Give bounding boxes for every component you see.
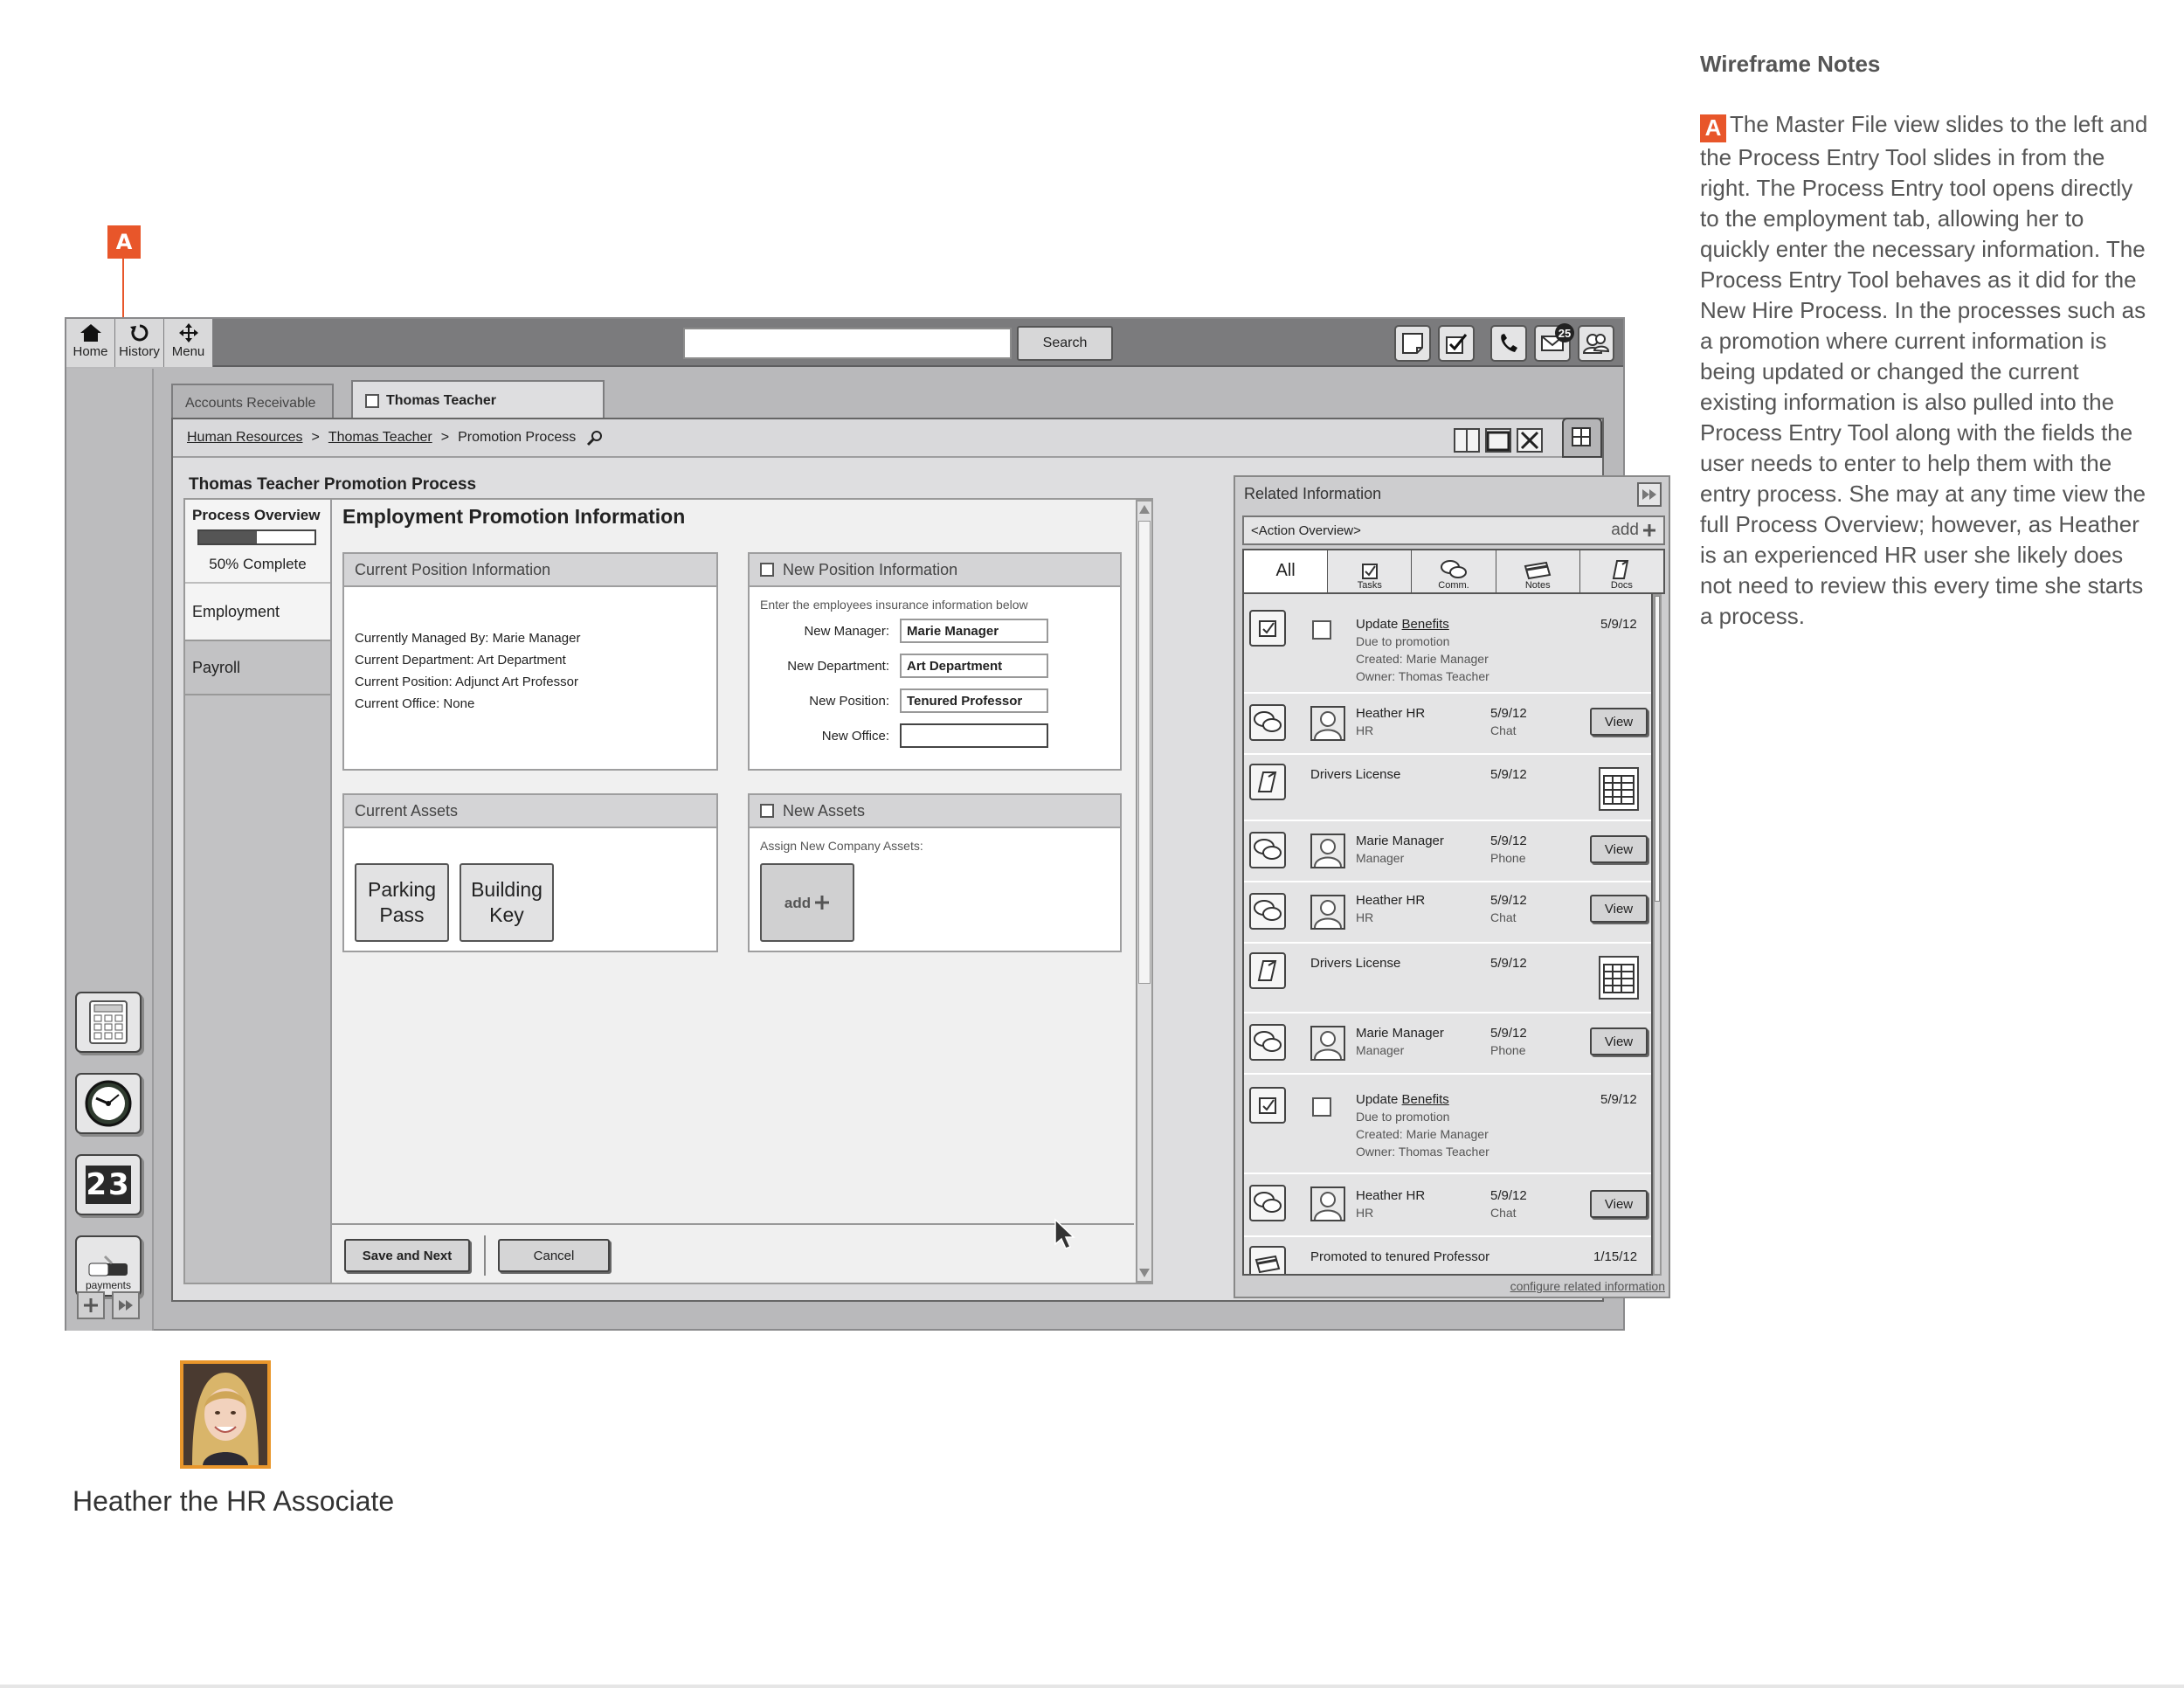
scroll-down-icon[interactable] [1137, 1267, 1151, 1279]
task-checkbox[interactable] [1312, 1097, 1331, 1117]
related-tab-all[interactable] [1244, 550, 1328, 592]
task-title [1356, 617, 1449, 632]
checkbox-icon [1445, 332, 1468, 355]
plus-icon [814, 895, 830, 910]
wireframe-notes-body [1700, 109, 2154, 632]
task-title-link[interactable]: Benefits [1401, 1092, 1449, 1107]
section-header: Current Assets [344, 795, 716, 828]
persona-photo [180, 1360, 271, 1469]
task-icon [1361, 561, 1379, 580]
chat-bubbles-icon [1253, 710, 1282, 735]
new-position-field[interactable]: Tenured Professor [900, 688, 1048, 713]
related-tab-label: Notes [1524, 580, 1551, 591]
document-icon [1256, 770, 1279, 794]
document-icon [1612, 559, 1631, 580]
related-information-header [1235, 477, 1669, 510]
item-date: 5/9/12 [1490, 1026, 1527, 1041]
tab-thomas-teacher[interactable] [351, 380, 605, 420]
home-icon [79, 323, 102, 342]
view-button[interactable]: View [1590, 1190, 1648, 1218]
person-silhouette-icon [1312, 1188, 1344, 1220]
related-item-document[interactable] [1244, 755, 1651, 821]
progress-bar [197, 529, 316, 545]
close-button[interactable] [1517, 428, 1543, 453]
annotation-marker-a: A [107, 225, 141, 259]
breadcrumb-separator: > [440, 430, 450, 445]
configure-related-information-link[interactable]: configure related information [1510, 1279, 1665, 1293]
search-input[interactable] [683, 328, 1012, 359]
current-department: Current Department: Art Department [355, 653, 566, 668]
scrollbar-thumb[interactable] [1138, 521, 1151, 984]
form-footer-divider [332, 1223, 1134, 1225]
add-related-button[interactable] [1611, 521, 1656, 540]
comm-channel: Chat [1490, 910, 1517, 924]
new-manager-label: New Manager: [804, 624, 889, 639]
related-item-note[interactable] [1244, 1237, 1651, 1276]
action-overview-filter: <Action Overview> [1251, 522, 1361, 538]
grid-icon [1564, 419, 1599, 454]
comm-channel: Phone [1490, 851, 1526, 865]
item-date: 5/9/12 [1490, 834, 1527, 848]
doc-title: Drivers License [1310, 767, 1401, 782]
home-label: Home [73, 344, 108, 359]
related-tab-comm[interactable] [1412, 550, 1496, 592]
current-assets-section [342, 793, 718, 952]
comm-item-icon-frame [1249, 1185, 1286, 1221]
section-heading: Employment Promotion Information [342, 505, 686, 528]
avatar [1310, 1186, 1345, 1221]
item-date: 5/9/12 [1490, 706, 1527, 721]
comm-channel: Chat [1490, 1206, 1517, 1220]
related-tab-label: All [1275, 560, 1296, 580]
item-date: 5/9/12 [1490, 893, 1527, 908]
comm-role: HR [1356, 1206, 1374, 1220]
people-icon [1583, 332, 1609, 355]
menu-button[interactable] [164, 319, 213, 367]
avatar [1310, 895, 1345, 930]
fast-forward-icon [1641, 488, 1657, 501]
payments-icon [86, 1255, 131, 1279]
tab-label: Thomas Teacher [386, 393, 496, 408]
task-title [1356, 1092, 1449, 1107]
view-button[interactable]: View [1590, 895, 1648, 923]
new-department-label: New Department: [787, 659, 889, 674]
asset-parking-pass[interactable] [355, 863, 449, 942]
related-item-communication[interactable] [1244, 694, 1651, 755]
left-rail [66, 369, 154, 1331]
comm-role: Manager [1356, 1043, 1405, 1057]
tab-checkbox[interactable] [365, 394, 379, 408]
asset-label-line: Building [471, 878, 543, 901]
new-assets-instruction: Assign New Company Assets: [760, 839, 923, 853]
chat-bubbles-icon [1253, 899, 1282, 924]
phone-button[interactable] [1490, 325, 1527, 362]
collapse-panel-button[interactable] [1637, 482, 1662, 507]
related-scrollbar[interactable] [1653, 594, 1662, 1276]
task-detail: Owner: Thomas Teacher [1356, 1145, 1489, 1159]
new-assets-section [748, 793, 1122, 952]
related-tab-label: Tasks [1357, 580, 1382, 591]
close-icon [1518, 430, 1541, 451]
doc-item-icon-frame [1249, 764, 1286, 800]
asset-building-key[interactable] [460, 863, 554, 942]
current-position-section [342, 552, 718, 771]
process-overview-label: Process Overview [192, 507, 321, 523]
comm-item-icon-frame [1249, 704, 1286, 741]
section-header-label: New Assets [783, 801, 866, 820]
task-checkbox[interactable] [1312, 620, 1331, 640]
note-title: Promoted to tenured Professor [1310, 1249, 1490, 1264]
footer-button-divider [484, 1235, 486, 1276]
sticky-note-icon [1401, 332, 1424, 355]
task-icon [1258, 1096, 1277, 1115]
process-steps-sidebar [185, 500, 332, 1283]
task-title-prefix: Update [1356, 1092, 1402, 1107]
section-header [750, 795, 1120, 828]
cancel-button[interactable]: Cancel [498, 1239, 610, 1272]
phone-icon [1497, 332, 1520, 355]
related-item-document[interactable] [1244, 944, 1651, 1013]
persona-portrait-image [183, 1364, 267, 1465]
view-button[interactable]: View [1590, 1027, 1648, 1055]
item-date: 5/9/12 [1600, 617, 1637, 632]
task-detail: Created: Marie Manager [1356, 1127, 1489, 1141]
note-icon [1524, 561, 1552, 580]
new-position-instruction: Enter the employees insurance information below [760, 598, 1028, 612]
annotation-marker-a: A [1700, 114, 1726, 142]
asset-label-line: Parking [368, 878, 436, 901]
doc-item-icon-frame [1249, 952, 1286, 989]
related-filter-tabs [1242, 549, 1665, 594]
add-widget-button[interactable] [77, 1291, 105, 1319]
home-button[interactable] [66, 319, 115, 367]
related-item-task[interactable] [1244, 1075, 1651, 1174]
person-silhouette-icon [1312, 835, 1344, 867]
new-position-section [748, 552, 1122, 771]
plus-icon [82, 1297, 100, 1314]
related-tab-docs[interactable] [1580, 550, 1663, 592]
scroll-up-icon[interactable] [1137, 503, 1151, 515]
task-title-prefix: Update [1356, 617, 1402, 632]
comm-name: Heather HR [1356, 706, 1426, 721]
history-label: History [119, 344, 160, 359]
note-icon [1254, 1255, 1281, 1274]
maximize-button[interactable] [1485, 428, 1511, 453]
breadcrumb-human-resources[interactable]: Human Resources [187, 430, 303, 445]
related-information-title: Related Information [1244, 484, 1382, 502]
scrollbar-thumb[interactable] [1655, 596, 1660, 902]
new-position-label: New Position: [809, 694, 889, 709]
history-button[interactable] [115, 319, 164, 367]
current-office: Current Office: None [355, 696, 475, 711]
mail-button[interactable] [1534, 325, 1571, 362]
comm-channel: Chat [1490, 723, 1517, 737]
breadcrumb [173, 419, 1602, 458]
spreadsheet-thumbnail[interactable] [1599, 956, 1639, 1000]
breadcrumb-thomas-teacher[interactable]: Thomas Teacher [328, 430, 432, 445]
spreadsheet-thumbnail[interactable] [1599, 767, 1639, 811]
new-office-label: New Office: [821, 729, 889, 744]
task-icon [1258, 619, 1277, 638]
chat-bubbles-icon [1253, 838, 1282, 862]
person-silhouette-icon [1312, 896, 1344, 928]
chat-bubbles-icon [1253, 1191, 1282, 1215]
section-header-label: New Position Information [783, 560, 958, 578]
persona-name: Heather the HR Associate [73, 1485, 395, 1517]
comm-item-icon-frame [1249, 832, 1286, 868]
add-asset-label: add [784, 894, 812, 911]
new-assets-checkbox[interactable] [760, 804, 774, 818]
step-label: Employment [192, 602, 280, 620]
maximize-icon [1487, 430, 1510, 451]
related-tab-notes[interactable] [1496, 550, 1580, 592]
document-icon [1256, 958, 1279, 983]
comm-role: Manager [1356, 851, 1405, 865]
plus-icon [1642, 523, 1656, 537]
breadcrumb-separator: > [311, 430, 320, 445]
chat-bubbles-icon [1440, 559, 1468, 580]
wireframe-notes-title: Wireframe Notes [1700, 51, 1881, 77]
avatar [1310, 706, 1345, 741]
item-date: 5/9/12 [1600, 1092, 1637, 1107]
task-title-link[interactable]: Benefits [1401, 617, 1449, 632]
item-date: 5/9/12 [1490, 1188, 1527, 1203]
item-date: 1/15/12 [1593, 1249, 1638, 1264]
annotation-leader-line [122, 259, 124, 318]
asset-label-line: Pass [379, 903, 425, 926]
calculator-widget[interactable] [75, 992, 142, 1053]
task-detail: Owner: Thomas Teacher [1356, 669, 1489, 683]
current-position-details [355, 627, 580, 715]
comm-name: Marie Manager [1356, 1026, 1444, 1041]
split-view-button[interactable] [1454, 428, 1480, 453]
item-date: 5/9/12 [1490, 767, 1527, 782]
bottom-rule [0, 1685, 2184, 1688]
search-button[interactable]: Search [1017, 326, 1113, 361]
top-toolbar [66, 319, 1623, 367]
related-item-communication[interactable] [1244, 821, 1651, 882]
dashboard-button[interactable] [1562, 418, 1602, 458]
related-item-communication[interactable] [1244, 1174, 1651, 1237]
comm-name: Heather HR [1356, 893, 1426, 908]
wireframe-notes-text: The Master File view slides to the left and the Process Entry Tool slides in from the right. The Process Entry tool opens directly to the employment tab, allowing her to quickly enter the necessary information. The Process Entry Tool behaves as it did for the New Hire Process. In the processes such as a promotion where current information is being updated or changed the current existing information is also pulled into the Process Entry Tool along with the fields the user needs to enter to help them with the entry process. She may at any time view the full Process Overview; however, as Heather is an experienced HR user she likely does not need to review this every time she starts a process. [1700, 111, 2148, 629]
app-window [65, 317, 1665, 1331]
comm-role: HR [1356, 723, 1374, 737]
process-title: Thomas Teacher Promotion Process [189, 475, 477, 494]
tab-accounts-receivable[interactable] [171, 384, 334, 422]
clock-widget[interactable] [75, 1073, 142, 1134]
section-header [750, 554, 1120, 587]
doc-title: Drivers License [1310, 956, 1401, 971]
new-department-field[interactable]: Art Department [900, 654, 1048, 678]
item-date: 5/9/12 [1490, 956, 1527, 971]
related-item-communication[interactable] [1244, 882, 1651, 944]
tab-label: Accounts Receivable [185, 396, 316, 411]
related-items-list [1242, 594, 1653, 1276]
related-information-panel [1234, 475, 1670, 1298]
task-item-icon-frame [1249, 1087, 1286, 1124]
current-position: Current Position: Adjunct Art Professor [355, 675, 578, 689]
related-item-communication[interactable] [1244, 1013, 1651, 1075]
progress-text: 50% Complete [209, 556, 307, 572]
step-employment[interactable] [185, 584, 330, 640]
breadcrumb-promotion-process: Promotion Process [458, 430, 577, 445]
sticky-note-button[interactable] [1394, 325, 1431, 362]
view-button[interactable]: View [1590, 708, 1648, 736]
fast-forward-icon [117, 1298, 135, 1312]
task-detail: Due to promotion [1356, 1110, 1450, 1124]
section-header: Current Position Information [344, 554, 716, 587]
new-position-checkbox[interactable] [760, 563, 774, 577]
spreadsheet-icon [1600, 769, 1637, 809]
chat-bubbles-icon [1253, 1030, 1282, 1055]
payments-label: payments [85, 1279, 132, 1291]
save-and-next-button[interactable]: Save and Next [344, 1239, 470, 1272]
content-frame [171, 418, 1665, 1302]
add-related-label: add [1611, 521, 1639, 539]
calendar-date-display: 23 [86, 1167, 131, 1202]
expand-rail-button[interactable] [112, 1291, 140, 1319]
comm-item-icon-frame [1249, 1024, 1286, 1061]
task-item-icon-frame [1249, 610, 1286, 647]
mail-count-badge: 25 [1555, 323, 1574, 342]
step-payroll[interactable] [185, 640, 330, 695]
magnifier-icon[interactable] [586, 429, 604, 446]
progress-bar-fill [199, 531, 257, 543]
calculator-icon [88, 1000, 128, 1045]
move-arrows-icon [178, 323, 199, 342]
add-asset-button[interactable] [760, 863, 854, 942]
process-main-area [332, 500, 1134, 1283]
spreadsheet-icon [1600, 958, 1637, 998]
person-silhouette-icon [1312, 1027, 1344, 1059]
avatar [1310, 834, 1345, 868]
action-overview-bar[interactable] [1242, 515, 1665, 545]
process-scrollbar[interactable] [1136, 500, 1153, 1283]
related-tab-label: Docs [1610, 580, 1633, 591]
comm-name: Marie Manager [1356, 834, 1444, 848]
related-tab-tasks[interactable] [1328, 550, 1412, 592]
person-silhouette-icon [1312, 708, 1344, 739]
calendar-widget[interactable] [75, 1154, 142, 1215]
comm-role: HR [1356, 910, 1374, 924]
current-manager: Currently Managed By: Marie Manager [355, 631, 581, 646]
process-panel [183, 498, 1153, 1284]
task-detail: Created: Marie Manager [1356, 652, 1489, 666]
comm-channel: Phone [1490, 1043, 1526, 1057]
process-overview[interactable] [185, 500, 330, 584]
payments-widget[interactable] [75, 1235, 142, 1297]
comm-item-icon-frame [1249, 893, 1286, 930]
tasks-button[interactable] [1438, 325, 1475, 362]
task-detail: Due to promotion [1356, 634, 1450, 648]
note-item-icon-frame [1249, 1246, 1286, 1276]
new-manager-field[interactable]: Marie Manager [900, 619, 1048, 643]
asset-label-line: Key [489, 903, 524, 926]
comm-name: Heather HR [1356, 1188, 1426, 1203]
view-button[interactable]: View [1590, 835, 1648, 863]
avatar [1310, 1026, 1345, 1061]
split-view-icon [1455, 430, 1478, 451]
mouse-cursor-icon [1054, 1218, 1076, 1251]
contacts-button[interactable] [1578, 325, 1614, 362]
related-tab-label: Comm. [1438, 580, 1469, 591]
new-office-field[interactable] [900, 723, 1048, 748]
history-icon [129, 323, 150, 342]
step-label: Payroll [192, 658, 241, 676]
related-item-task[interactable] [1244, 594, 1651, 694]
menu-label: Menu [171, 344, 205, 359]
clock-icon [84, 1079, 133, 1128]
